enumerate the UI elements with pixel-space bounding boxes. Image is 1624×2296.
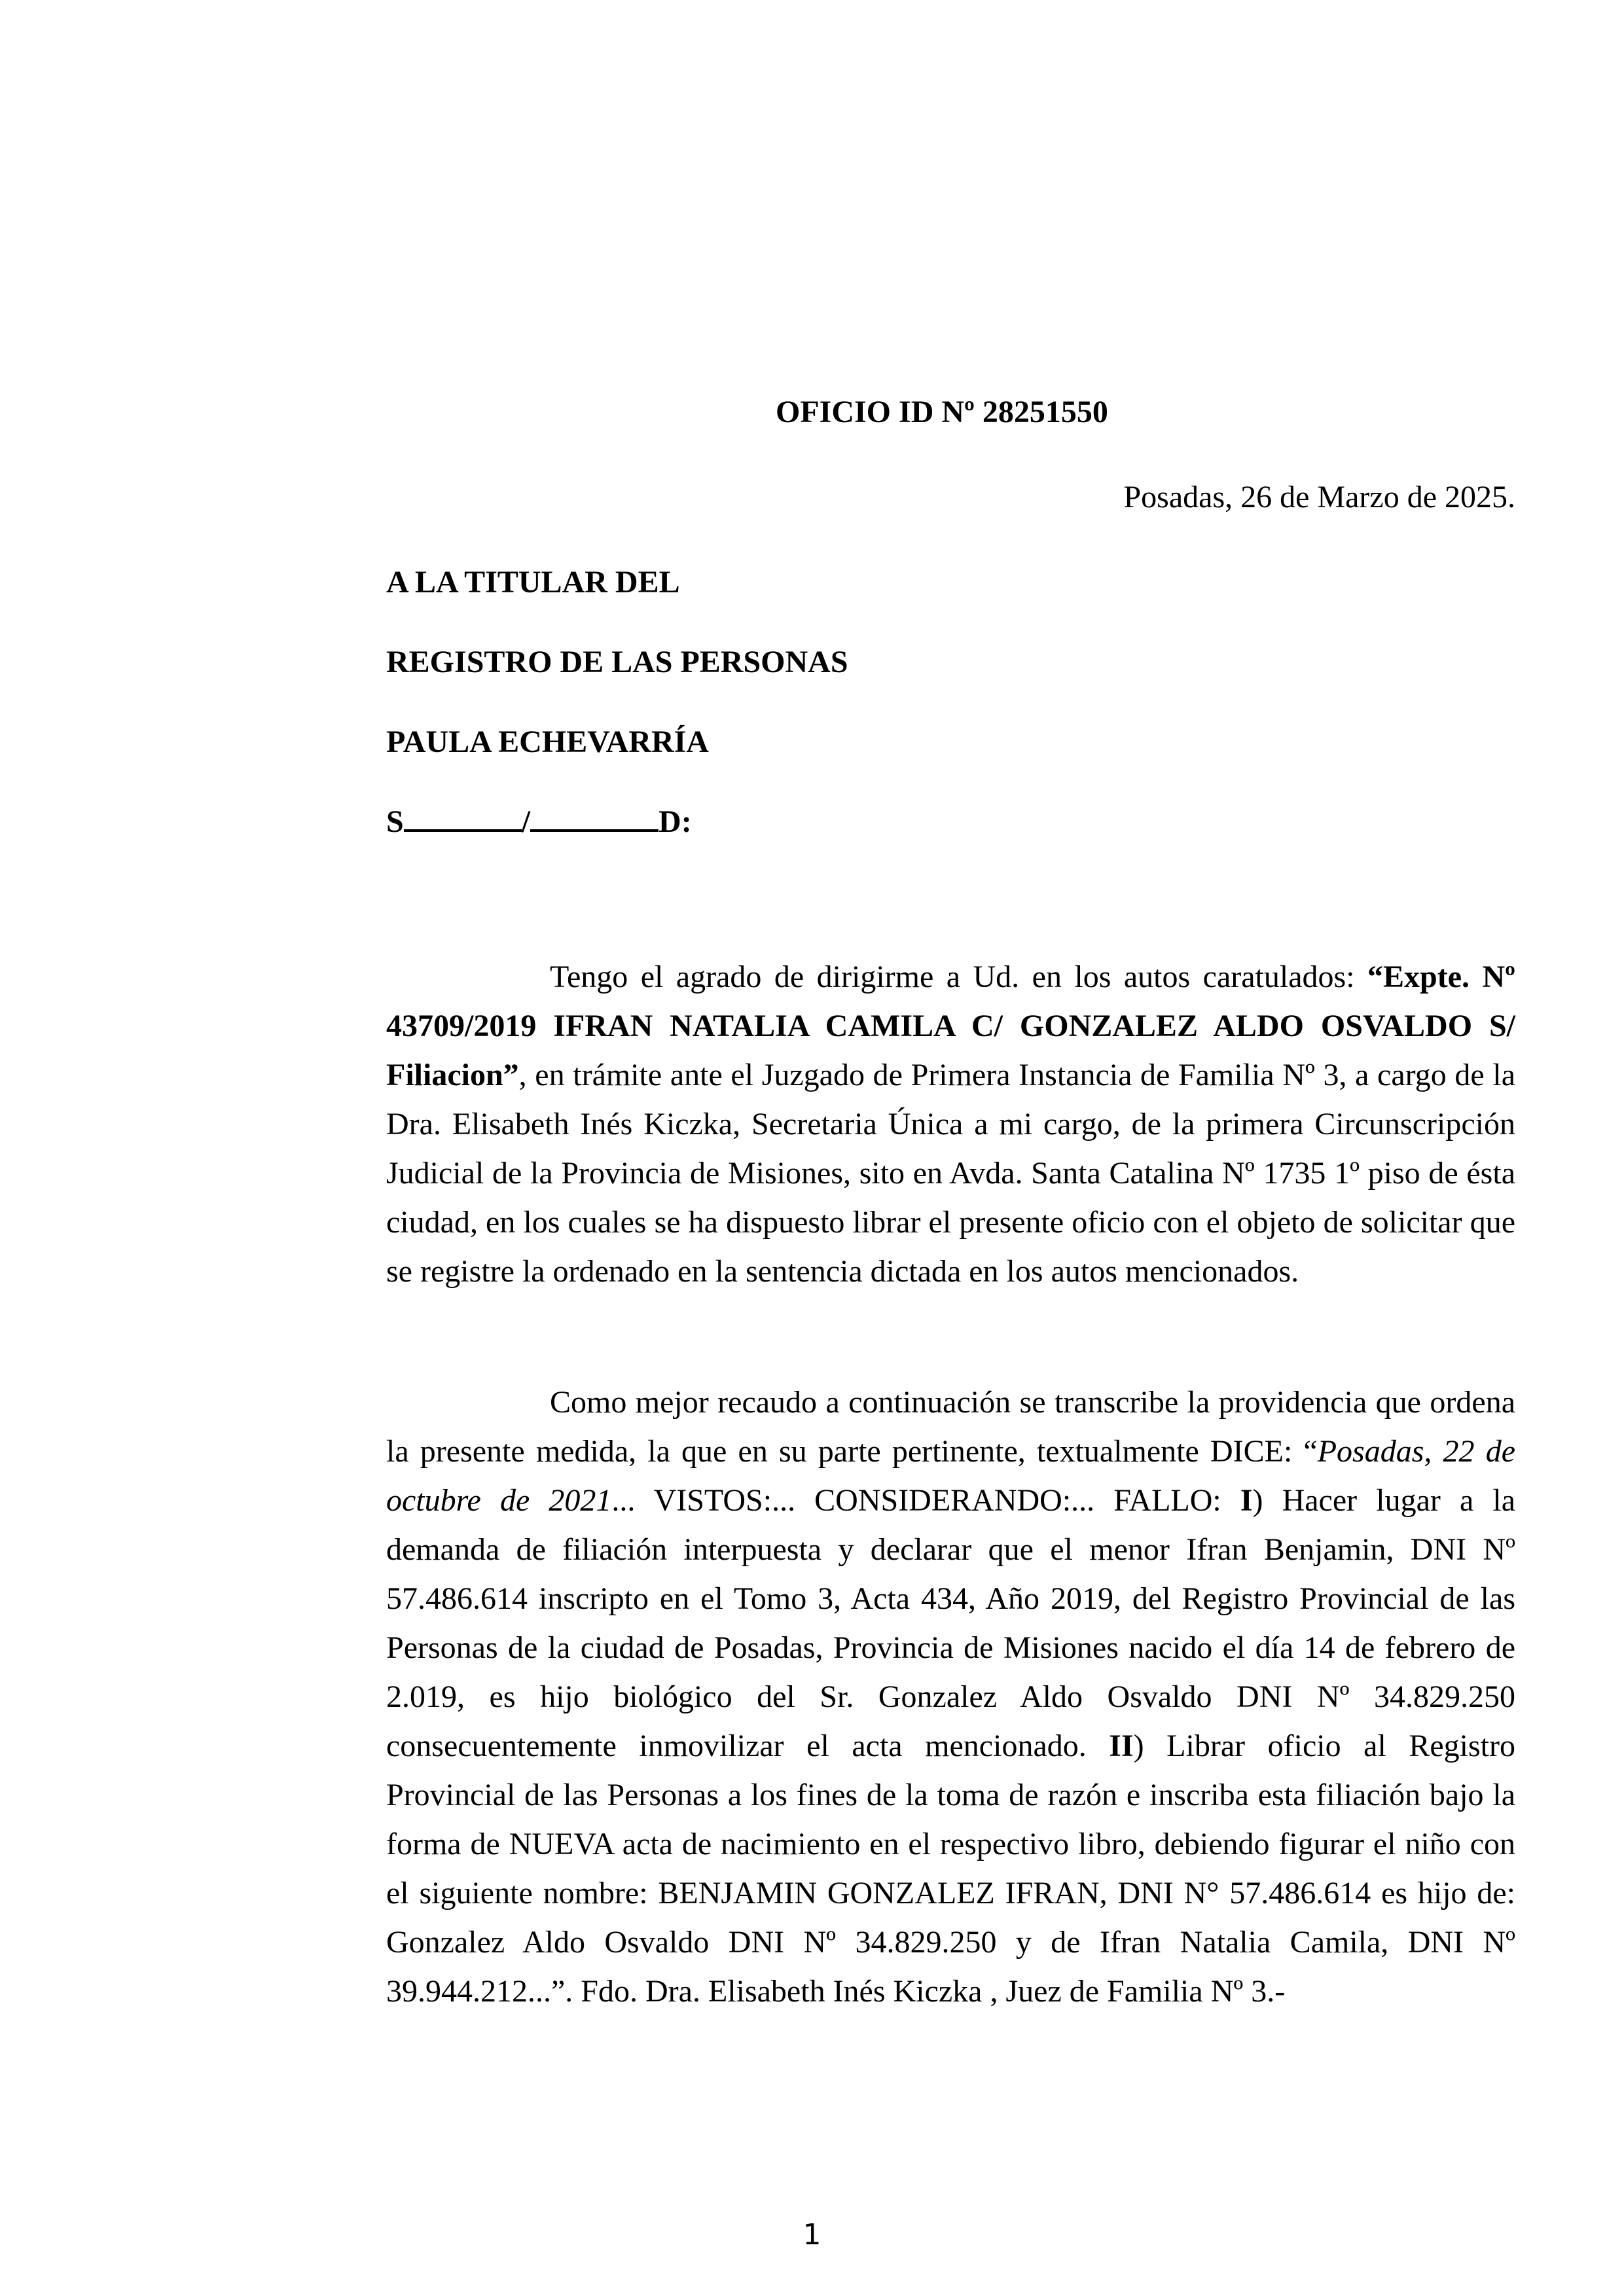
paragraph1-rest: , en trámite ante el Juzgado de Primera Instancia de Familia Nº 3, a cargo de la Dra. Elisabeth Inés Kiczka, Secretaria Única a mi cargo, de la primera Circunscripción Judicial de la Provincia de Misiones, sito en Avda. Santa Catalina Nº 1735 1º piso de ésta ciudad, en los cuales se ha dispuesto librar el presente oficio con el objeto de solicitar que se registre la ordenado en la sentencia dictada en los autos mencionados. (386, 1058, 1515, 1289)
salutation-blank-2 (530, 798, 659, 832)
addressee-name: PAULA ECHEVARRÍA (386, 725, 709, 759)
page-number: 1 (803, 2218, 821, 2251)
body-paragraph-2 (386, 1378, 1515, 2016)
point-1-marker: I (1240, 1483, 1253, 1518)
paragraph2-lead: Como mejor recaudo a continuación se transcribe la providencia que ordena la presente medida, la que en su parte pertinente, textualmente DICE: “ (386, 1385, 1515, 1469)
body-paragraph-1 (386, 952, 1515, 1296)
point-2-text: ) Librar oficio al Registro Provincial de las Personas a los fines de la toma de razón e inscriba esta filiación bajo la forma de NUEVA acta de nacimiento en el respectivo libro, debiendo figurar el niño con el siguiente nombre: BENJAMIN GONZALEZ IFRAN, DNI N° 57.486.614 es hijo de: Gonzalez Aldo Osvaldo DNI Nº 34.829.250 y de Ifran Natalia Camila, DNI Nº 39.944.212...”. Fdo. Dra. Elisabeth Inés Kiczka , Juez de Familia Nº 3.- (386, 1729, 1516, 2009)
quoted-date: Posadas, 22 de octubre de 2021 (386, 1434, 1516, 1518)
addressee-line-2: REGISTRO DE LAS PERSONAS (386, 645, 848, 679)
ruling-headings: ... VISTOS:... CONSIDERANDO:... FALLO: (611, 1483, 1240, 1518)
salutation-separator: / (521, 804, 531, 839)
addressee-line-1: A LA TITULAR DEL (386, 565, 680, 600)
point-1-text: ) Hacer lugar a la demanda de filiación interpuesta y declarar que el menor Ifran Benjamin, DNI Nº 57.486.614 inscripto en el Tomo 3, Acta 434, Año 2019, del Registro Provincial de las Personas de la ciudad de Posadas, Provincia de Misiones nacido el día 14 de febrero de 2.019, es hijo biológico del Sr. Gonzalez Aldo Osvaldo DNI Nº 34.829.250 consecuentemente inmovilizar el acta mencionado. (386, 1483, 1515, 1763)
salutation-blank-1 (404, 798, 522, 832)
point-2-marker: II (1109, 1729, 1134, 1763)
place-and-date: Posadas, 26 de Marzo de 2025. (1123, 480, 1515, 514)
salutation-start: S (386, 804, 404, 839)
salutation-end: D: (659, 804, 692, 839)
salutation (386, 796, 692, 848)
paragraph1-lead: Tengo el agrado de dirigirme a Ud. en los autos caratulados: (550, 960, 1368, 994)
case-title: “Expte. Nº 43709/2019 IFRAN NATALIA CAMILA C/ GONZALEZ ALDO OSVALDO S/ Filiacion” (386, 960, 1515, 1092)
document-title: OFICIO ID Nº 28251550 (776, 395, 1108, 429)
